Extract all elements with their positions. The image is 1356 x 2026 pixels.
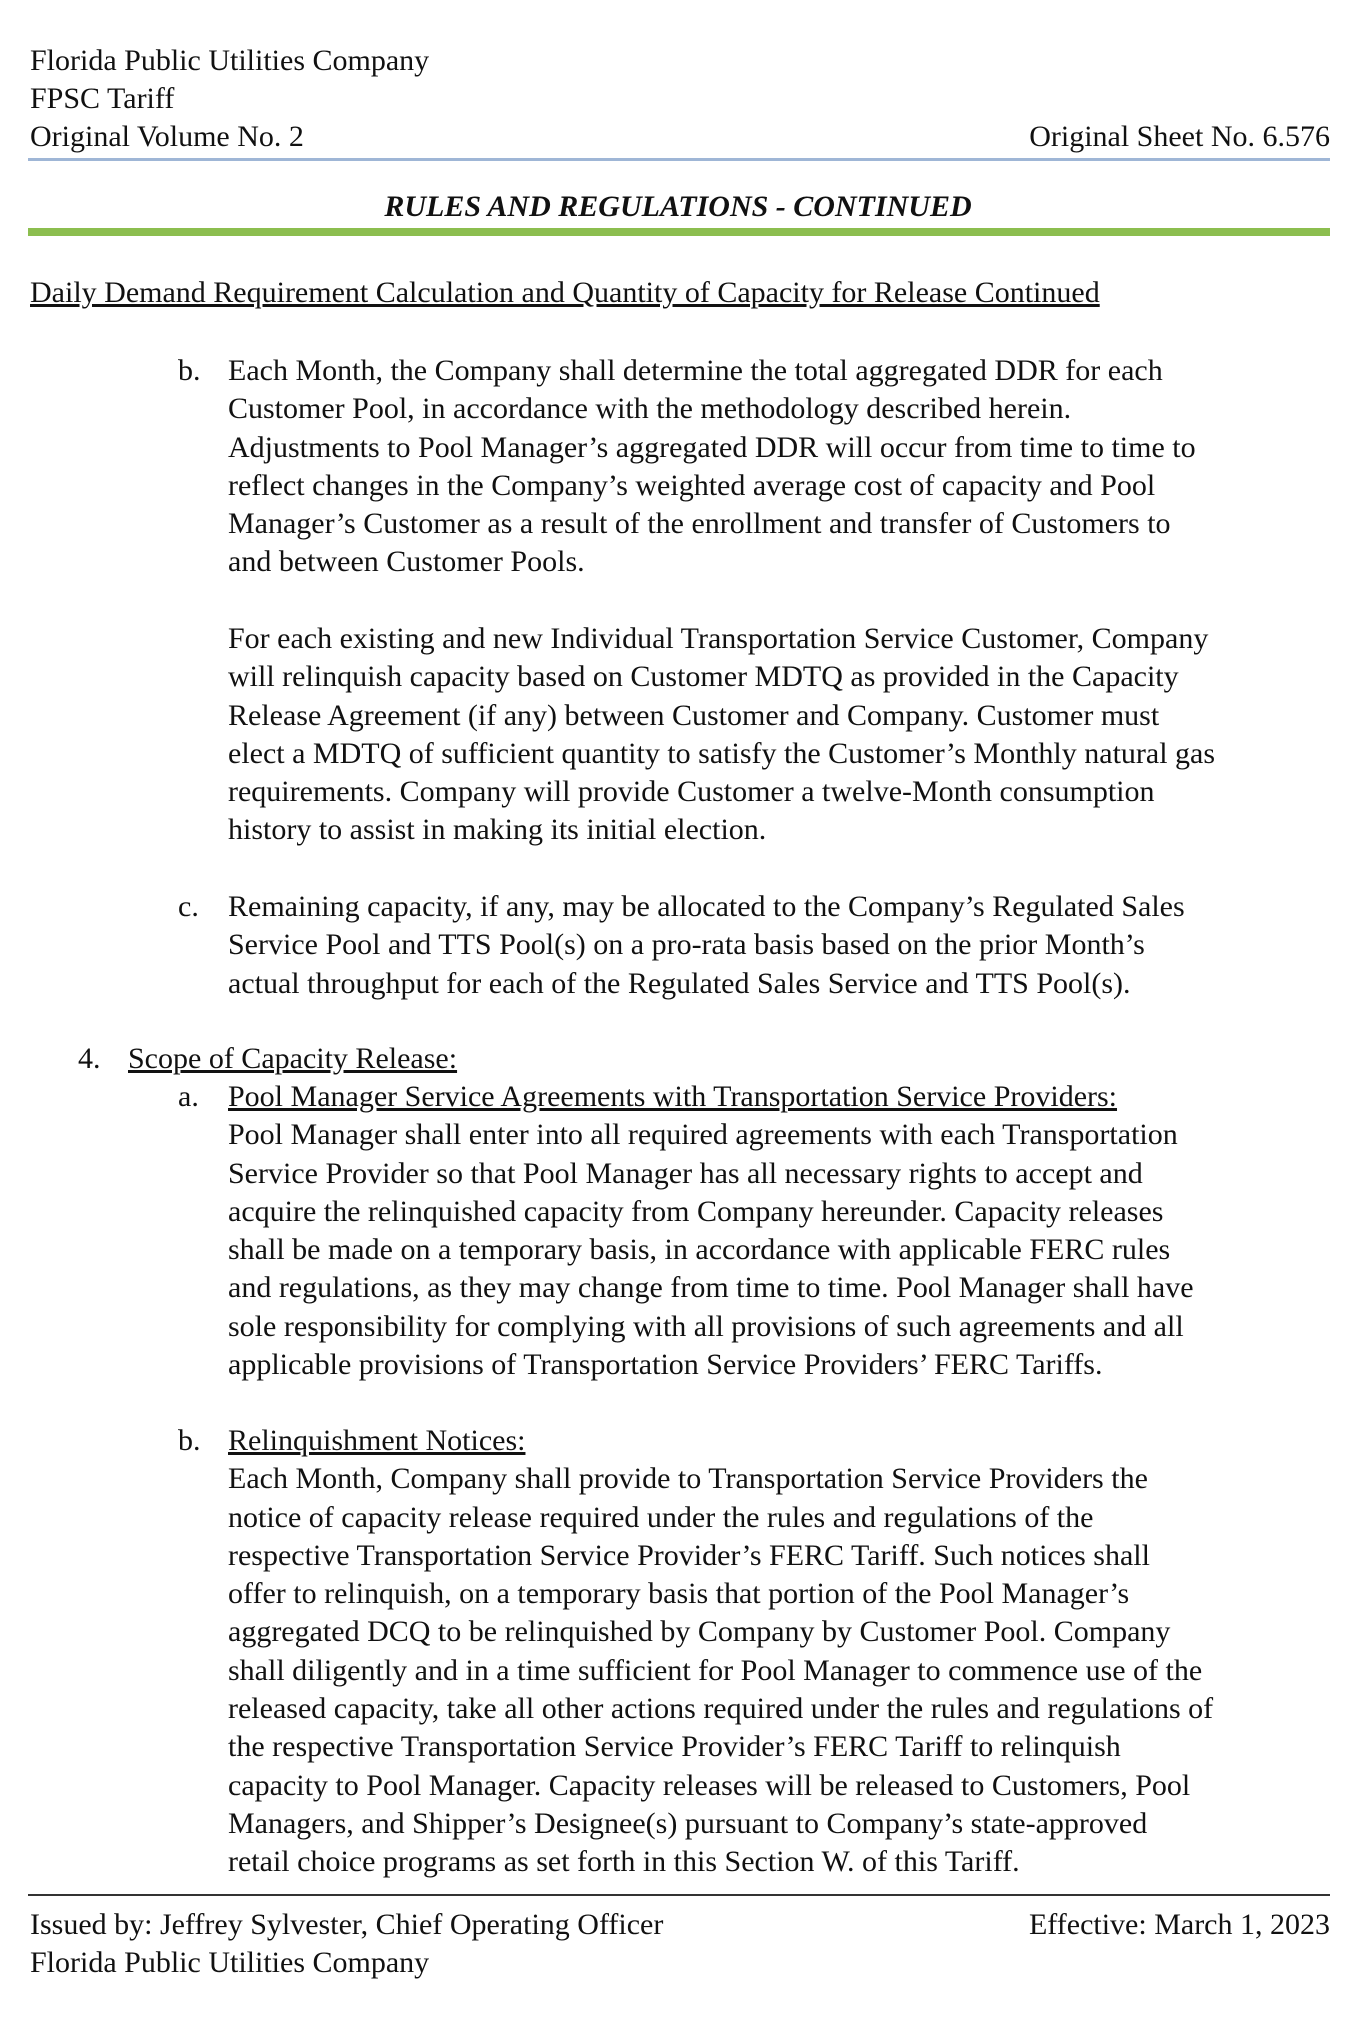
text-line: and regulations, as they may change from time to time. Pool Manager shall have	[228, 1271, 1194, 1305]
text-line: elect a MDTQ of sufficient quantity to satisfy the Customer’s Monthly natural gas	[228, 736, 1216, 770]
text-line: applicable provisions of Transportation Service Providers’ FERC Tariffs.	[228, 1348, 1103, 1382]
item-4a-title: Pool Manager Service Agreements with Transportation Service Providers:	[228, 1080, 1118, 1113]
text-line: and between Customer Pools.	[228, 545, 585, 579]
text-line: aggregated DCQ to be relinquished by Company by Customer Pool. Company	[228, 1615, 1171, 1649]
subheading: Daily Demand Requirement Calculation and Quantity of Capacity for Release Continued	[30, 276, 1100, 309]
text-line: Service Pool and TTS Pool(s) on a pro-rata basis based on the prior Month’s	[228, 928, 1145, 962]
text-line: Managers, and Shipper’s Designee(s) pursuant to Company’s state-approved	[228, 1806, 1148, 1840]
text-line: Each Month, Company shall provide to Transportation Service Providers the	[228, 1462, 1148, 1496]
item-b-text	[228, 352, 1196, 582]
text-line: retail choice programs as set forth in this Section W. of this Tariff.	[228, 1845, 1020, 1879]
text-line: Each Month, the Company shall determine the total aggregated DDR for each	[228, 354, 1163, 387]
section-title-divider	[28, 228, 1330, 236]
footer-issued-by: Issued by: Jeffrey Sylvester, Chief Operating Officer	[30, 1908, 664, 1941]
text-line: respective Transportation Service Provider’s FERC Tariff. Such notices shall	[228, 1538, 1150, 1572]
text-line: shall diligently and in a time sufficient for Pool Manager to commence use of the	[228, 1653, 1203, 1687]
text-line: Manager’s Customer as a result of the enrollment and transfer of Customers to	[228, 507, 1171, 541]
header-company: Florida Public Utilities Company	[30, 44, 430, 77]
footer-divider	[28, 1894, 1330, 1896]
text-line: Service Provider so that Pool Manager has all necessary rights to accept and	[228, 1156, 1143, 1190]
footer-company: Florida Public Utilities Company	[30, 1946, 430, 1979]
item-4b-text	[228, 1422, 1213, 1882]
text-line: offer to relinquish, on a temporary basis that portion of the Pool Manager’s	[228, 1577, 1130, 1611]
item-c-text	[228, 888, 1185, 1003]
text-line: Customer Pool, in accordance with the methodology described herein.	[228, 392, 1072, 426]
text-line: acquire the relinquished capacity from Company hereunder. Capacity releases	[228, 1194, 1164, 1228]
text-line: history to assist in making its initial election.	[228, 813, 767, 847]
item-4b-marker: b.	[178, 1424, 201, 1457]
text-line: the respective Transportation Service Provider’s FERC Tariff to relinquish	[228, 1730, 1121, 1764]
footer-effective-date: Effective: March 1, 2023	[1028, 1908, 1330, 1941]
header-divider	[28, 158, 1330, 161]
item-b-marker: b.	[178, 354, 201, 387]
text-line: released capacity, take all other actions required under the rules and regulations of	[228, 1692, 1214, 1726]
header-tariff: FPSC Tariff	[30, 82, 175, 115]
text-line: capacity to Pool Manager. Capacity releases will be released to Customers, Pool	[228, 1768, 1191, 1802]
item-4b-title: Relinquishment Notices:	[228, 1424, 526, 1457]
item-4	[78, 1040, 458, 1078]
section-title: RULES AND REGULATIONS - CONTINUED	[384, 190, 972, 223]
item-4-marker: 4.	[78, 1042, 101, 1075]
header-volume: Original Volume No. 2	[30, 120, 304, 153]
text-line: Release Agreement (if any) between Customer and Company. Customer must	[228, 698, 1160, 732]
text-line: requirements. Company will provide Customer a twelve-Month consumption	[228, 775, 1155, 809]
item-4a	[178, 1078, 1194, 1384]
text-line: notice of capacity release required under the rules and regulations of the	[228, 1500, 1094, 1534]
text-line: reflect changes in the Company’s weighted average cost of capacity and Pool	[228, 468, 1156, 502]
item-4a-marker: a.	[178, 1080, 199, 1113]
text-line: For each existing and new Individual Transportation Service Customer, Company	[228, 622, 1209, 655]
item-4a-text	[228, 1078, 1194, 1384]
text-line: Adjustments to Pool Manager’s aggregated DDR will occur from time to time to	[228, 430, 1196, 464]
item-c-marker: c.	[178, 890, 199, 923]
item-c	[178, 888, 1185, 1003]
item-4-title: Scope of Capacity Release:	[128, 1042, 458, 1075]
text-line: sole responsibility for complying with all provisions of such agreements and all	[228, 1309, 1184, 1343]
text-line: shall be made on a temporary basis, in accordance with applicable FERC rules	[228, 1233, 1171, 1267]
text-line: Pool Manager shall enter into all required agreements with each Transportation	[228, 1118, 1178, 1152]
text-line: actual throughput for each of the Regulated Sales Service and TTS Pool(s).	[228, 966, 1131, 1000]
header-sheet-number: Original Sheet No. 6.576	[1029, 120, 1330, 153]
text-line: will relinquish capacity based on Customer MDTQ as provided in the Capacity	[228, 660, 1179, 694]
item-4b	[178, 1422, 1214, 1882]
paragraph-individual-customer	[228, 620, 1215, 850]
text-line: Remaining capacity, if any, may be allocated to the Company’s Regulated Sales	[228, 890, 1185, 923]
item-b	[178, 352, 1196, 582]
